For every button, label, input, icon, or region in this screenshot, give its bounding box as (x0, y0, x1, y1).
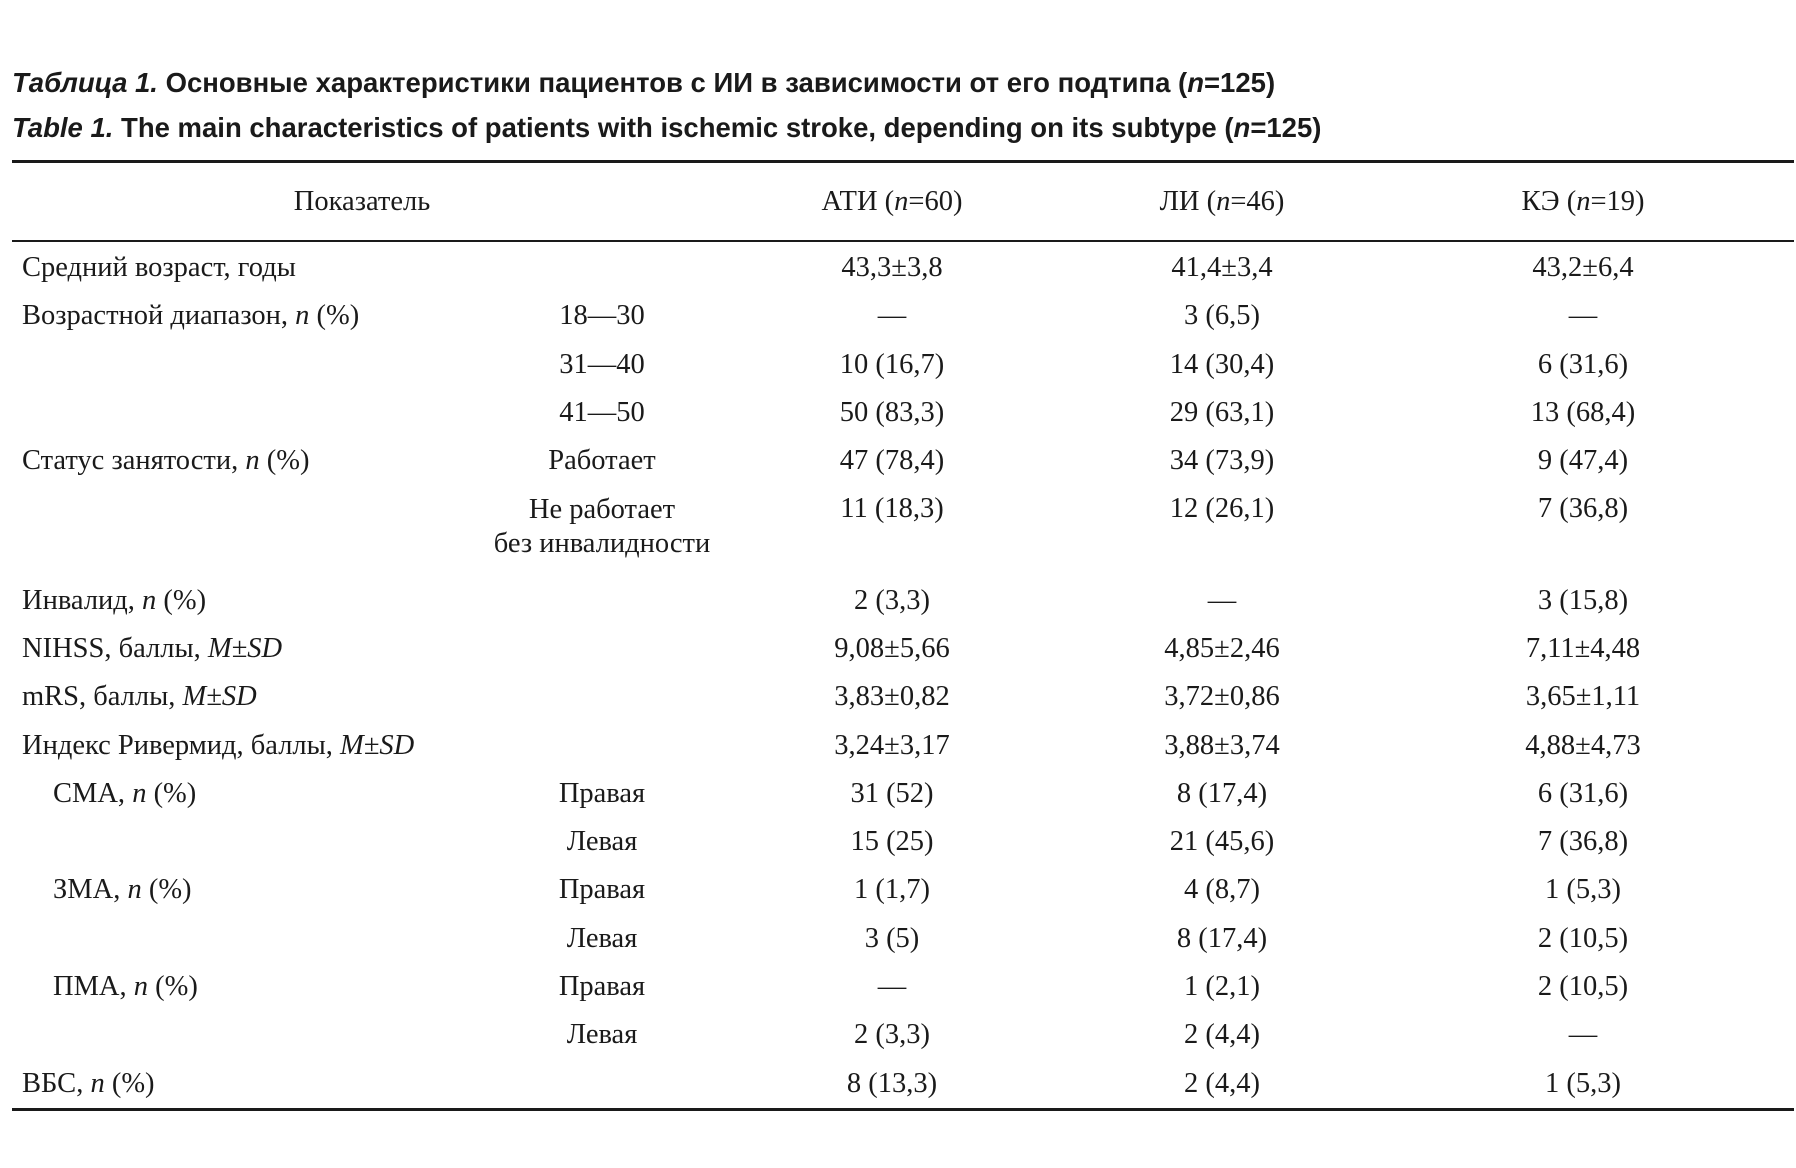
row-label-text: Возрастной диапазон, (22, 300, 296, 332)
cell-ati: — (877, 971, 907, 1002)
row-label (12, 721, 492, 769)
row-label-text: ЗМА, (53, 874, 128, 906)
header-ati-value: =60) (908, 185, 963, 217)
caption-english (12, 105, 1321, 150)
table-row (12, 673, 1794, 721)
cell-ati: 2 (3,3) (854, 584, 930, 616)
header-indicator: Показатель (293, 185, 431, 217)
row-label-tail: (%) (259, 445, 310, 477)
row-subcategory-text: Правая (558, 874, 646, 906)
row-label (12, 389, 492, 437)
cell-ke: 3 (15,8) (1537, 584, 1629, 616)
row-label-tail: (%) (156, 584, 207, 616)
row-label-text: NIHSS, баллы, (22, 632, 208, 664)
cell-li: 3 (6,5) (1184, 300, 1260, 332)
row-subcategory-text: 18—30 (559, 300, 645, 332)
row-label-italic: n (245, 445, 260, 477)
caption-en-n: n (1233, 112, 1251, 143)
row-subcategory (492, 721, 712, 769)
header-ke-label: КЭ ( (1521, 185, 1577, 217)
table-row (12, 1059, 1794, 1107)
row-subcategory (492, 625, 712, 673)
cell-ke: 7 (36,8) (1537, 493, 1629, 525)
row-subcategory-text-line2: без инвалидности (493, 528, 711, 560)
row-subcategory-text: Работает (548, 445, 656, 477)
header-ati-label: АТИ ( (821, 185, 895, 217)
row-label (12, 242, 492, 292)
row-label-text: Средний возраст, годы (22, 252, 296, 284)
cell-ke: 1 (5,3) (1545, 1067, 1621, 1099)
row-label-text: ПМА, (53, 971, 134, 1002)
row-subcategory (492, 1011, 712, 1059)
row-subcategory (492, 915, 712, 963)
row-label (12, 485, 492, 576)
cell-li: 4 (8,7) (1184, 874, 1260, 906)
cell-ati: 10 (16,7) (839, 348, 945, 380)
row-label-text: Статус занятости, (22, 445, 246, 477)
cell-li: 41,4±3,4 (1171, 252, 1273, 284)
cell-ke: 1 (5,3) (1545, 874, 1621, 906)
row-label-tail: (%) (148, 971, 198, 1002)
table-row (12, 242, 1794, 292)
caption-en-prefix: Table 1. (12, 112, 114, 143)
row-subcategory-text: Левая (566, 922, 638, 954)
cell-ke: 7 (36,8) (1537, 826, 1629, 858)
table-row (12, 485, 1794, 576)
table-row (12, 915, 1794, 963)
row-subcategory (492, 770, 712, 818)
row-label (12, 673, 492, 721)
cell-li: 21 (45,6) (1169, 826, 1275, 858)
header-ati (712, 163, 1072, 240)
row-subcategory-text: Левая (566, 826, 638, 858)
cell-ke: 6 (31,6) (1537, 777, 1629, 809)
table-bottom-rule (12, 1108, 1794, 1111)
row-subcategory (492, 673, 712, 721)
row-label (12, 1059, 492, 1107)
row-subcategory (492, 341, 712, 389)
row-label (12, 1011, 492, 1059)
row-label-tail: (%) (104, 1067, 155, 1099)
caption-russian (12, 60, 1321, 105)
cell-li: 2 (4,4) (1184, 1067, 1260, 1099)
row-label-italic: M±SD (182, 681, 257, 713)
row-subcategory (492, 389, 712, 437)
row-label-italic: n (133, 971, 149, 1002)
table-row (12, 341, 1794, 389)
cell-li: 8 (17,4) (1176, 922, 1268, 954)
cell-li: 1 (2,1) (1184, 971, 1260, 1002)
row-subcategory (492, 866, 712, 914)
caption-ru-text: Основные характеристики пациентов с ИИ в зависимости от его подтипа ( (165, 67, 1188, 98)
cell-li: 3,88±3,74 (1164, 729, 1280, 761)
row-label (12, 625, 492, 673)
cell-li: 34 (73,9) (1169, 445, 1275, 477)
row-subcategory-text: Правая (558, 777, 646, 809)
table-row (12, 818, 1794, 866)
cell-ati: 3,24±3,17 (834, 729, 950, 761)
table-row (12, 721, 1794, 769)
row-label-text: mRS, баллы, (22, 681, 183, 713)
cell-ati: — (877, 300, 907, 332)
cell-ati: 1 (1,7) (854, 874, 930, 906)
row-label-text: Инвалид, (22, 584, 143, 616)
header-li (1072, 163, 1372, 240)
row-subcategory (492, 292, 712, 340)
row-label-italic: M±SD (207, 632, 283, 664)
cell-ke: 9 (47,4) (1537, 445, 1629, 477)
cell-ati: 8 (13,3) (846, 1067, 938, 1099)
cell-li: 12 (26,1) (1169, 493, 1275, 525)
table-row (12, 1011, 1794, 1059)
cell-ke: 13 (68,4) (1530, 397, 1636, 429)
row-subcategory (492, 963, 712, 1011)
cell-ke: 7,11±4,48 (1525, 632, 1641, 664)
cell-ati: 3 (5) (864, 922, 920, 954)
row-label-italic: n (90, 1067, 105, 1099)
row-subcategory-text: 41—50 (559, 397, 645, 429)
row-label (12, 770, 492, 818)
cell-ke: 2 (10,5) (1537, 922, 1629, 954)
cell-li: — (1207, 584, 1237, 616)
cell-ati: 9,08±5,66 (834, 632, 950, 664)
cell-li: 4,85±2,46 (1164, 632, 1280, 664)
cell-ati: 50 (83,3) (839, 397, 945, 429)
cell-ati: 11 (18,3) (840, 493, 944, 525)
row-label (12, 818, 492, 866)
row-subcategory (492, 1059, 712, 1107)
row-label-italic: M±SD (340, 729, 415, 761)
row-label-italic: n (142, 584, 157, 616)
row-label (12, 341, 492, 389)
row-label-text: СМА, (53, 777, 133, 809)
caption-ru-prefix: Таблица 1. (12, 67, 158, 98)
row-label-text: Индекс Ривермид, баллы, (22, 729, 341, 761)
table-row (12, 770, 1794, 818)
header-li-value: =46) (1230, 185, 1285, 217)
cell-ke: 43,2±6,4 (1532, 252, 1634, 284)
row-subcategory-text: Не работает (528, 494, 676, 526)
cell-ati: 43,3±3,8 (841, 252, 943, 284)
row-subcategory (492, 576, 712, 624)
cell-li: 3,72±0,86 (1164, 681, 1280, 713)
row-label-tail: (%) (141, 874, 192, 906)
header-li-label: ЛИ ( (1159, 185, 1217, 217)
row-label-italic: n (132, 777, 147, 809)
cell-ke: 3,65±1,11 (1525, 681, 1641, 713)
header-ke-value: =19) (1590, 185, 1645, 217)
row-subcategory-text: 31—40 (559, 348, 645, 380)
cell-li: 8 (17,4) (1176, 777, 1268, 809)
table-row (12, 437, 1794, 485)
cell-ati: 3,83±0,82 (834, 681, 950, 713)
row-subcategory (492, 818, 712, 866)
cell-li: 14 (30,4) (1169, 348, 1275, 380)
row-subcategory-text: Левая (566, 1019, 638, 1051)
cell-ati: 2 (3,3) (854, 1019, 930, 1051)
patient-characteristics-table (12, 160, 1794, 1111)
cell-ke: — (1568, 300, 1598, 332)
cell-ke: — (1568, 1019, 1598, 1051)
table-row (12, 389, 1794, 437)
row-label-tail: (%) (309, 300, 360, 332)
table-header-row (12, 163, 1794, 240)
row-label-text: ВБС, (22, 1067, 91, 1099)
cell-ati: 15 (25) (850, 826, 934, 858)
cell-ati: 31 (52) (850, 777, 934, 809)
cell-li: 29 (63,1) (1169, 397, 1275, 429)
row-label (12, 915, 492, 963)
row-label (12, 437, 492, 485)
cell-ati: 47 (78,4) (839, 445, 945, 477)
caption-ru-n: n (1187, 67, 1204, 98)
table-row (12, 963, 1794, 1011)
row-label-italic: n (127, 874, 142, 906)
row-label-italic: n (295, 300, 310, 332)
caption-ru-end: =125) (1204, 67, 1276, 98)
row-label (12, 963, 492, 1011)
row-subcategory (492, 485, 712, 576)
row-label-tail: (%) (146, 777, 197, 809)
caption-en-end: =125) (1250, 112, 1322, 143)
header-ke (1372, 163, 1794, 240)
header-ke-n: n (1576, 185, 1591, 217)
table-caption (12, 60, 1321, 150)
table-row (12, 625, 1794, 673)
row-label (12, 866, 492, 914)
cell-ke: 2 (10,5) (1537, 971, 1629, 1002)
table-body (12, 242, 1794, 1108)
table-row (12, 292, 1794, 340)
table-row (12, 866, 1794, 914)
row-label (12, 292, 492, 340)
header-ati-n: n (894, 185, 909, 217)
row-subcategory-text: Правая (558, 971, 646, 1002)
row-subcategory (492, 437, 712, 485)
header-li-n: n (1216, 185, 1231, 217)
cell-ke: 4,88±4,73 (1525, 729, 1641, 761)
cell-li: 2 (4,4) (1184, 1019, 1260, 1051)
cell-ke: 6 (31,6) (1537, 348, 1629, 380)
row-label (12, 576, 492, 624)
row-subcategory (492, 242, 712, 292)
table-row (12, 576, 1794, 624)
caption-en-text: The main characteristics of patients with ischemic stroke, depending on its subtype ( (121, 112, 1234, 143)
